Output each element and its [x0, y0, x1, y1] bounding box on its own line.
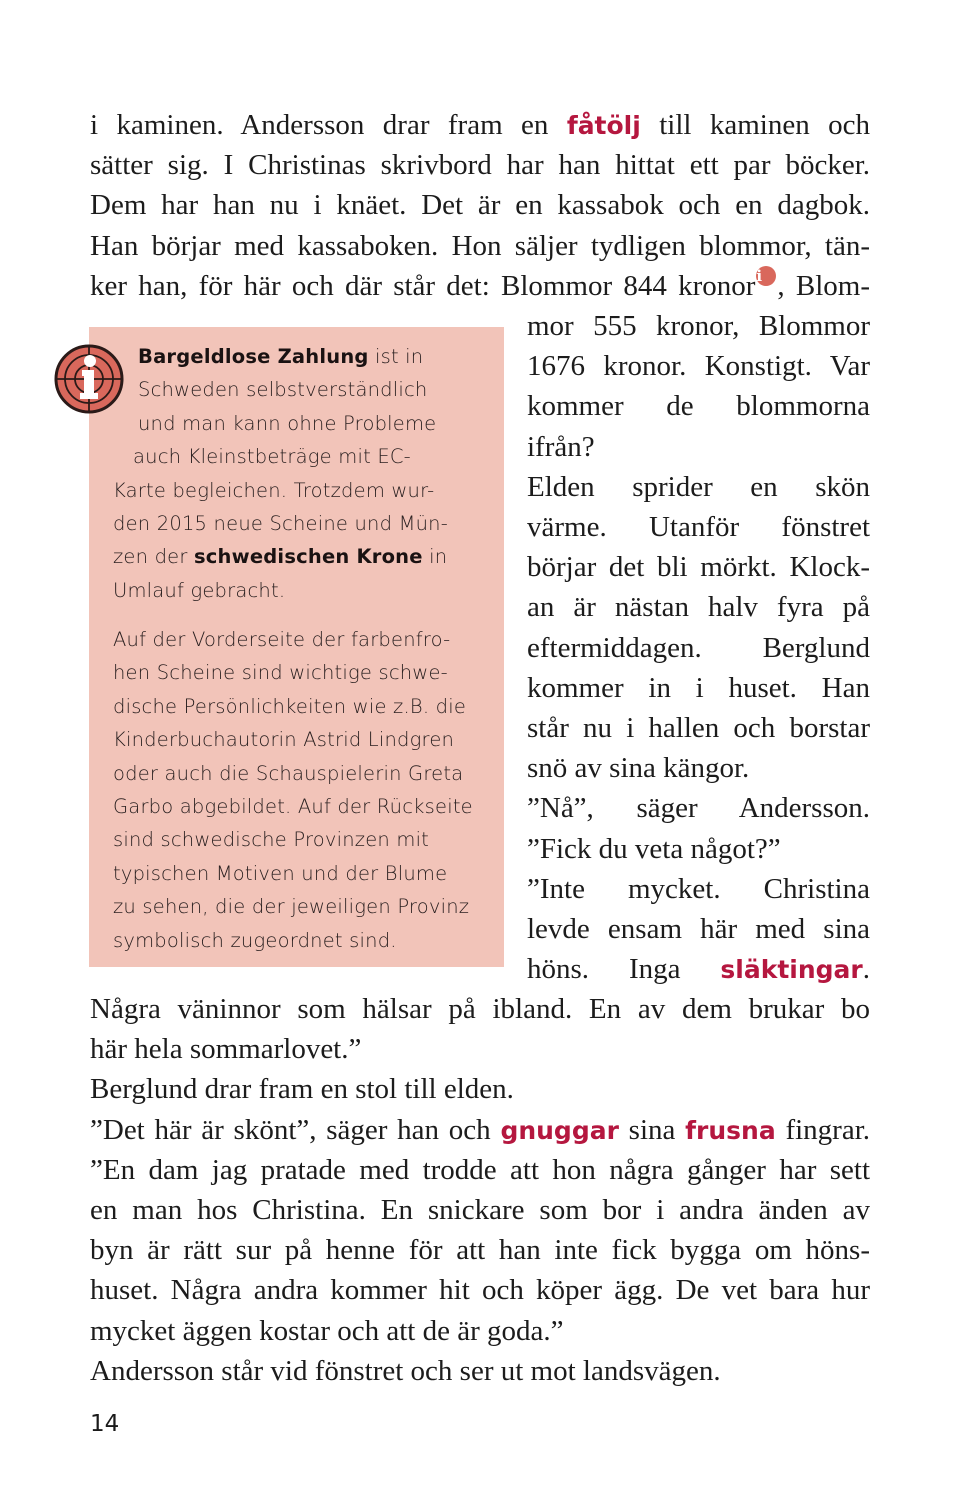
- text-line: [90, 989, 870, 1029]
- text-span: oder auch die Schauspielerin Greta: [113, 761, 464, 785]
- vocab-word[interactable]: släktingar: [720, 955, 863, 985]
- text-span: Andersson står vid fönstret och ser ut mot landsvägen.: [90, 1354, 721, 1387]
- text-span: ist in: [368, 345, 424, 368]
- text-span: ”En dam jag pratade med trodde att hon några gånger har sett: [90, 1153, 870, 1186]
- vocab-word[interactable]: fåtölj: [566, 111, 641, 140]
- info-text-line: [113, 474, 434, 507]
- text-span: till kaminen och: [640, 109, 870, 141]
- text-span: und man kann ohne Probleme: [138, 411, 437, 435]
- text-span: eftermiddagen. Berglund: [527, 631, 870, 664]
- vocab-word[interactable]: gnuggar: [500, 1115, 619, 1145]
- text-line: [527, 668, 870, 708]
- text-span: kommer de blommorna: [527, 390, 870, 423]
- text-span: typischen Motiven und der Blume: [113, 861, 448, 885]
- text-span: ”Inte mycket. Christina: [527, 872, 870, 905]
- text-span: en man hos Christina. En snickare som bor i andra änden av: [90, 1194, 870, 1226]
- info-text-line: [113, 723, 454, 756]
- text-span: zen der: [113, 545, 194, 569]
- info-text-line: [113, 823, 429, 856]
- text-span: hen Scheine sind wichtige schwe-: [113, 661, 448, 685]
- text-span: värme. Utanför fönstret: [527, 511, 870, 543]
- text-line: [90, 1270, 870, 1310]
- text-span: Garbo abgebildet. Auf der Rückseite: [113, 795, 473, 818]
- text-span: huset. Några andra kommer hit och köper ägg. De vet bara hur: [90, 1274, 870, 1307]
- info-icon: [53, 343, 125, 415]
- text-span: Schweden selbstverständlich: [138, 378, 428, 402]
- text-line: [527, 427, 870, 467]
- text-line: [527, 628, 870, 668]
- text-span: auch Kleinstbeträge mit EC-: [133, 445, 411, 469]
- info-text-line: [113, 574, 285, 607]
- text-span: ”Det här är skönt”, säger han och: [90, 1113, 501, 1146]
- text-line: [527, 306, 870, 346]
- text-span: börjar det bli mörkt. Klock-: [527, 551, 870, 584]
- text-line: [527, 788, 870, 828]
- info-text-line: [113, 790, 473, 823]
- text-line: [90, 145, 870, 185]
- info-keyword: Bargeldlose Zahlung: [138, 345, 369, 368]
- info-text-line: [113, 890, 469, 923]
- text-span: ”Nå”, säger Andersson.: [527, 792, 870, 825]
- info-text-line: [138, 407, 436, 440]
- info-text-line: [113, 507, 448, 540]
- text-span: sina: [618, 1113, 686, 1146]
- text-span: Dem har han nu i knäet. Det är en kassabok och en dagbok.: [90, 189, 870, 222]
- text-line: [90, 1110, 870, 1150]
- text-line: [527, 909, 870, 949]
- info-text-line: [113, 757, 463, 790]
- text-span: den 2015 neue Scheine und Mün-: [113, 512, 448, 535]
- text-line: [90, 1351, 870, 1391]
- text-line: [527, 829, 870, 869]
- text-span: Berglund drar fram en stol till elden.: [90, 1073, 514, 1106]
- text-span: står nu i hallen och borstar: [527, 712, 870, 744]
- text-span: Karte begleichen. Trotzdem wur-: [113, 478, 435, 502]
- text-span: sätter sig. I Christinas skrivbord har han hittat ett par böcker.: [90, 149, 870, 182]
- text-line: [90, 1029, 870, 1069]
- text-span: 1676 kronor. Konstigt. Var: [527, 350, 870, 383]
- text-span: snö av sina kängor.: [527, 752, 750, 785]
- text-span: .: [862, 953, 870, 986]
- info-text-line: [133, 440, 411, 473]
- text-line: [527, 949, 870, 989]
- info-text-line: [113, 656, 448, 689]
- text-span: kommer in i huset. Han: [527, 671, 870, 704]
- text-span: levde ensam här med sina: [527, 913, 870, 945]
- text-line: [90, 1069, 870, 1109]
- text-span: fingrar.: [775, 1113, 871, 1146]
- info-footnote-icon[interactable]: i: [756, 266, 776, 286]
- text-span: an är nästan halv fyra på: [527, 591, 870, 624]
- text-span: dische Persönlichkeiten wie z.B. die: [113, 694, 467, 718]
- text-span: ker han, för här och där står det: Blommor 844 kronor: [90, 269, 756, 302]
- text-line: [527, 507, 870, 547]
- text-span: Auf der Vorderseite der farbenfro-: [113, 628, 451, 651]
- text-span: in: [422, 545, 448, 569]
- text-line: [90, 1150, 870, 1190]
- text-line: [527, 587, 870, 627]
- text-span: här hela sommarlovet.”: [90, 1033, 362, 1066]
- text-line: [527, 467, 870, 507]
- text-span: , Blom-: [777, 269, 870, 302]
- text-span: Han börjar med kassaboken. Hon säljer tydligen blommor, tän-: [90, 229, 870, 262]
- text-span: Några väninnor som hälsar på ibland. En av dem brukar bo: [90, 993, 870, 1025]
- text-span: Umlauf gebracht.: [113, 578, 286, 602]
- text-span: mycket äggen kostar och att de är goda.”: [90, 1314, 564, 1347]
- text-line: [527, 869, 870, 909]
- text-line: [90, 266, 870, 306]
- info-text-line: [113, 690, 466, 723]
- text-span: Kinderbuchautorin Astrid Lindgren: [113, 728, 455, 752]
- text-line: [90, 1311, 870, 1351]
- text-span: sind schwedische Provinzen mit: [113, 828, 430, 852]
- text-line: [90, 1190, 870, 1230]
- text-span: zu sehen, die der jeweiligen Provinz: [113, 895, 470, 919]
- info-text-line: [113, 623, 450, 656]
- text-span: ifrån?: [527, 430, 595, 463]
- text-line: [527, 547, 870, 587]
- info-text-line: [138, 340, 423, 373]
- text-line: [90, 185, 870, 225]
- text-span: mor 555 kronor, Blommor: [527, 310, 870, 342]
- text-span: höns. Inga: [527, 953, 721, 986]
- page-number: 14: [90, 1411, 120, 1437]
- info-keyword: schwedischen Krone: [193, 545, 423, 569]
- text-line: [527, 346, 870, 386]
- text-span: i kaminen. Andersson drar fram en: [90, 109, 567, 141]
- info-text-line: [113, 857, 447, 890]
- text-span: Elden sprider en skön: [527, 470, 870, 503]
- text-line: [527, 386, 870, 426]
- info-text-line: [138, 373, 427, 406]
- info-text-line: [113, 540, 447, 573]
- info-text-line: [113, 924, 397, 957]
- text-line: [90, 1230, 870, 1270]
- vocab-word[interactable]: frusna: [685, 1115, 776, 1145]
- text-span: ”Fick du veta något?”: [527, 832, 781, 865]
- text-span: byn är rätt sur på henne för att han inte fick bygga om höns-: [90, 1234, 870, 1267]
- text-line: [90, 105, 870, 145]
- text-span: symbolisch zugeordnet sind.: [113, 928, 397, 952]
- text-line: [90, 226, 870, 266]
- text-line: [527, 708, 870, 748]
- text-line: [527, 748, 870, 788]
